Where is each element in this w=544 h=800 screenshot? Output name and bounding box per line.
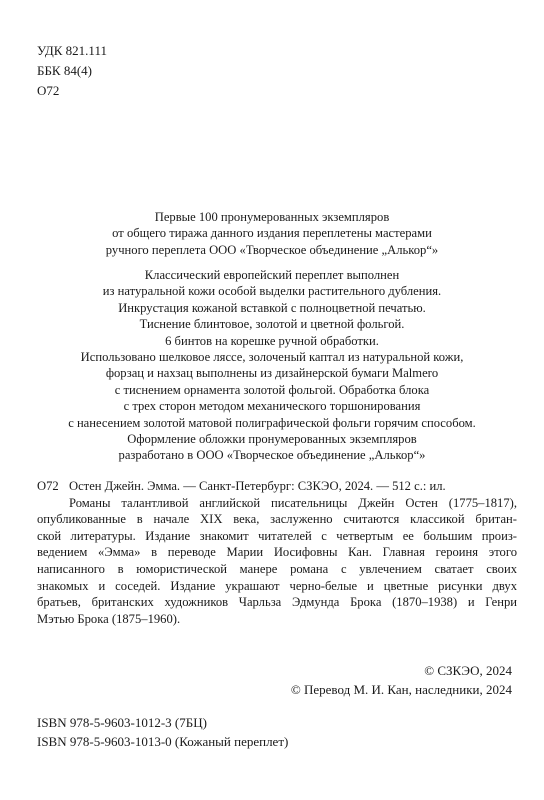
binding-line: Инкрустация кожаной вставкой с полноцветной печатью. [118, 300, 426, 315]
binding-line: разработано в ООО «Творческое объединение „Алькор“» [118, 448, 426, 463]
binding-line: 6 бинтов на корешке ручной обработки. [165, 333, 379, 348]
edition-note-line: ручного переплета ООО «Творческое объединение „Алькор“» [105, 242, 439, 257]
binding-line: с трех сторон методом механического торшонирования [123, 399, 421, 414]
copyright-translation: © Перевод М. И. Кан, наследники, 2024 [290, 682, 512, 697]
isbn-7bc: ISBN 978-5-9603-1012-3 (7БЦ) [37, 715, 207, 730]
annotation-line: братьев, британских художников Чарльза Эдмунда Брока (1870–1938) и Генри [37, 595, 517, 610]
isbn-leather: ISBN 978-5-9603-1013-0 (Кожаный переплет) [37, 734, 289, 749]
classification-codes [37, 41, 107, 101]
annotation-line: ской литературы. Издание знакомит читателей с четвертым ее большим произ- [37, 528, 517, 543]
edition-note [20, 209, 524, 258]
annotation-line: написанного в юмористической манере романа с увлечением сватает своих [37, 561, 517, 576]
edition-note-line: Первые 100 пронумерованных экземпляров [154, 210, 390, 224]
binding-line: из натуральной кожи особой выделки растительного дубления. [102, 284, 442, 299]
copyright-notices [291, 661, 512, 699]
isbn-list [37, 713, 288, 751]
binding-line: форзац и нахзац выполнены из дизайнерской бумаги Malmero [105, 366, 439, 381]
heading-imprint: — Санкт-Петербург: СЗКЭО, 2024. — 512 с.: ил. [180, 479, 446, 493]
bibliographic-code: О72 [37, 479, 59, 493]
udk-code: УДК 821.111 [37, 43, 107, 58]
binding-line: с тиснением орнамента золотой фольгой. Обработка блока [114, 382, 430, 397]
bbk-code: ББК 84(4) [37, 63, 93, 78]
binding-line: с нанесением золотой матовой полиграфической фольги горячим способом. [68, 415, 476, 430]
binding-line: Использовано шелковое ляссе, золоченый каптал из натуральной кожи, [80, 350, 464, 365]
annotation-line: Мэтью Брока (1875–1960). [37, 611, 181, 626]
binding-line: Классический европейский переплет выполнен [144, 268, 400, 282]
bibliographic-record [37, 478, 517, 627]
annotation-line: Романы талантливой английской писательницы Джейн Остен (1775–1817), [69, 495, 517, 510]
binding-line: Оформление обложки пронумерованных экземпляров [127, 432, 417, 447]
binding-description [20, 267, 524, 464]
heading-author-title: Остен Джейн. Эмма. [69, 479, 181, 493]
annotation-line: ведением «Эмма» в переводе Марии Иосифовны Кан. Главная героиня этого [37, 545, 517, 560]
author-mark: О72 [37, 83, 60, 98]
copyright-publisher: © СЗКЭО, 2024 [424, 663, 512, 678]
binding-line: Тиснение блинтовое, золотой и цветной фольгой. [139, 317, 405, 332]
edition-note-line: от общего тиража данного издания переплетены мастерами [112, 226, 432, 241]
annotation-line: опубликованные в начале XIX века, заслуженно считаются классикой британ- [37, 512, 517, 527]
annotation-line: знакомых и соседей. Издание украшают черно-белые и цветные рисунки двух [37, 578, 517, 593]
bibliographic-heading [37, 478, 517, 495]
